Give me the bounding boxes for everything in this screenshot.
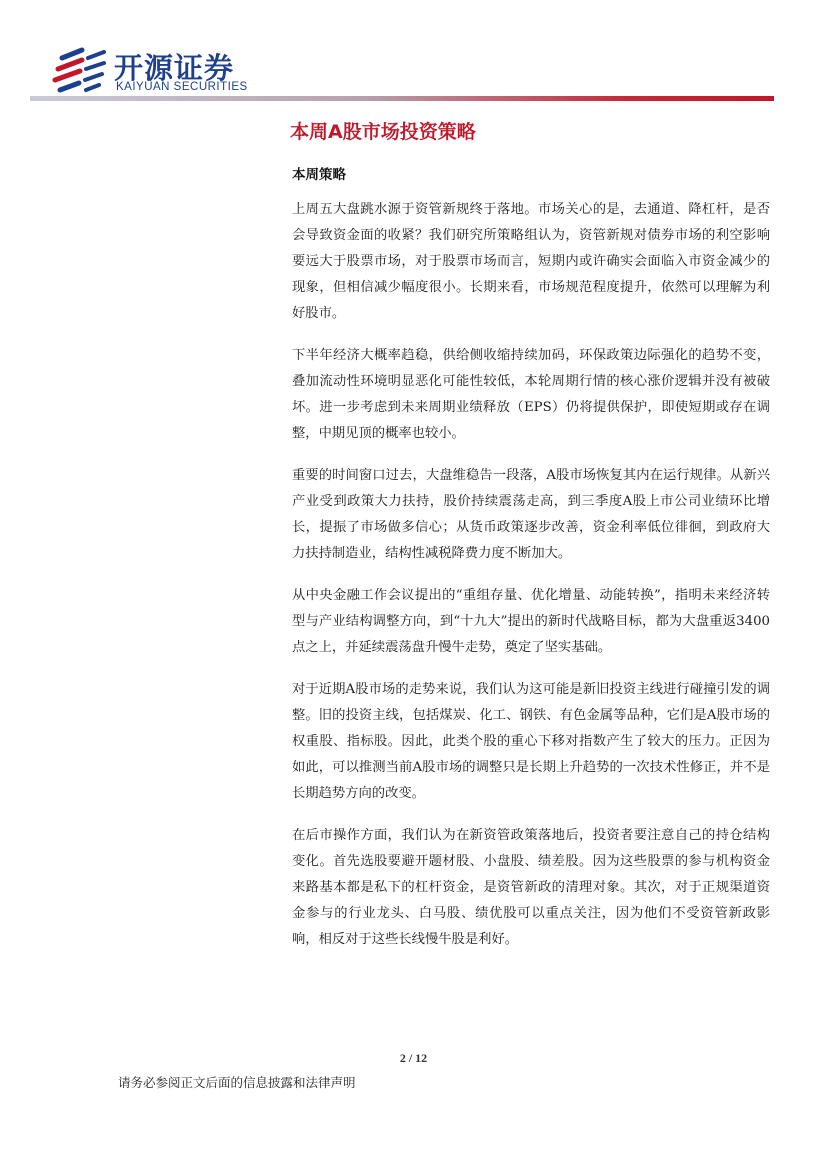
header-divider	[30, 96, 774, 101]
logo-chinese-name: 开源证券	[114, 51, 235, 85]
page-number: 2 / 12	[399, 1051, 428, 1065]
section-title: 本周A股市场投资策略	[290, 121, 476, 143]
sub-title: 本周策略	[292, 167, 346, 183]
paragraph: 重要的时间窗口过去，大盘维稳告一段落，A股市场恢复其内在运行规律。从新兴产业受到政策大力扶持，股价持续震荡走高，到三季度A股上市公司业绩环比增长，提振了市场做多信心；从货币政策逐步改善，资金利率低位徘徊，到政府大力扶持制造业，结构性减税降费力度不断加大。	[292, 468, 770, 561]
paragraph: 在后市操作方面，我们认为在新资管政策落地后，投资者要注意自己的持仓结构变化。首先选股要避开题材股、小盘股、绩差股。因为这些股票的参与机构资金来路基本都是私下的杠杆资金，是资管新政的清理对象。其次，对于正规渠道资金参与的行业龙头、白马股、绩优股可以重点关注，因为他们不受资管新政影响，相反对于这些长线慢牛股是利好。	[292, 828, 770, 947]
paragraph: 从中央金融工作会议提出的“重组存量、优化增量、动能转换”，指明未来经济转型与产业结构调整方向，到“十九大”提出的新时代战略目标，都为大盘重返3400点之上，并延续震荡盘升慢牛走势，奠定了坚实基础。	[292, 588, 770, 655]
paragraph: 上周五大盘跳水源于资管新规终于落地。市场关心的是，去通道、降杠杆，是否会导致资金面的收紧？我们研究所策略组认为，资管新规对债券市场的利空影响要远大于股票市场，对于股票市场而言，短期内或许确实会面临入市资金减少的现象，但相信减少幅度很小。长期来看，市场规范程度提升，依然可以理解为利好股市。	[292, 202, 770, 321]
kaiyuan-logo-icon	[52, 44, 110, 94]
paragraph: 对于近期A股市场的走势来说，我们认为这可能是新旧投资主线进行碰撞引发的调整。旧的投资主线，包括煤炭、化工、钢铁、有色金属等品种，它们是A股市场的权重股、指标股。因此，此类个股的重心下移对指数产生了较大的压力。正因为如此，可以推测当前A股市场的调整只是长期上升趋势的一次技术性修正，并不是长期趋势方向的改变。	[292, 682, 770, 801]
company-logo	[52, 44, 252, 98]
body-text	[292, 197, 770, 969]
paragraph: 下半年经济大概率趋稳，供给侧收缩持续加码，环保政策边际强化的趋势不变，叠加流动性环境明显恶化可能性较低，本轮周期行情的核心涨价逻辑并没有被破坏。进一步考虑到未来周期业绩释放（EPS）仍将提供保护，即使短期或存在调整，中期见顶的概率也较小。	[292, 348, 770, 441]
disclaimer: 请务必参阅正文后面的信息披露和法律声明	[118, 1075, 356, 1090]
logo-english-name: KAIYUAN SECURITIES	[116, 81, 248, 93]
